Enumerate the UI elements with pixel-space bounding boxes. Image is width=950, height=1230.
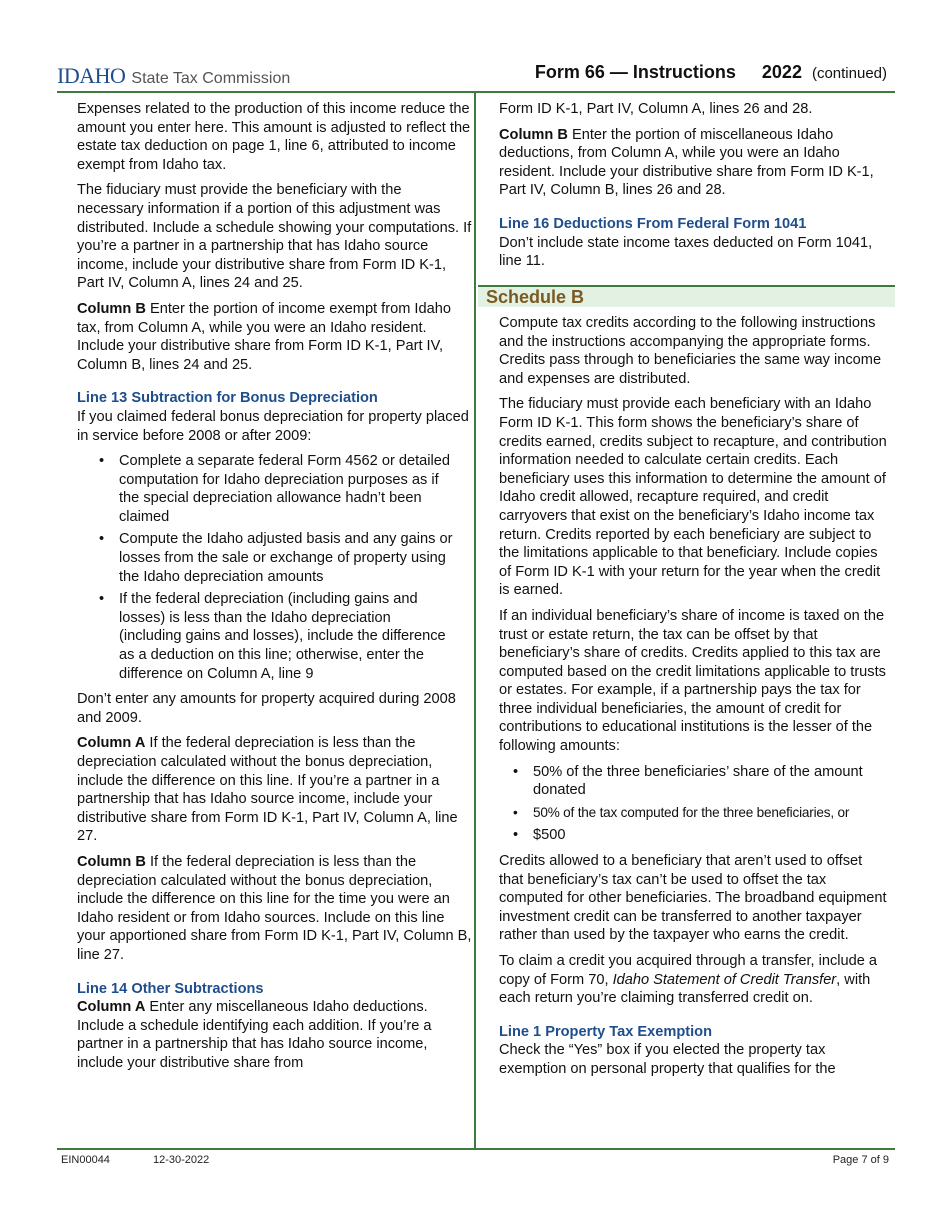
footer-date: 12-30-2022 bbox=[153, 1154, 210, 1166]
paragraph: Column A If the federal depreciation is less than the depreciation calculated without the bonus depreciation, include the difference on this line. If you’re a partner in a partnership that has Idaho source income, include your distributive share from Form ID K-1, Part IV, Column A, line 27. bbox=[77, 735, 458, 845]
right-column-top bbox=[499, 100, 889, 278]
line-13-heading: Line 13 Subtraction for Bonus Depreciation bbox=[77, 390, 378, 407]
column-label: Column B bbox=[77, 853, 146, 870]
continued-label: (continued) bbox=[811, 65, 887, 82]
paragraph: Column B Enter the portion of income exempt from Idaho tax, from Column A, while you were an Idaho resident. Include your distributive share from Form ID K-1, Part IV, Column B, lines 24 and 25. bbox=[77, 300, 451, 373]
right-column-schedule bbox=[499, 314, 889, 1086]
paragraph: Expenses related to the production of this income reduce the amount you enter here. This amount is adjusted to reflect the estate tax deduction on page 1, line 6, attributed to income exempt from Idaho tax. bbox=[77, 101, 471, 173]
paragraph: The fiduciary must provide the beneficiary with the necessary information if a portion of this adjustment was distributed. Include a schedule showing your computations. If you’re a partner in a partnership that has Idaho source income, include your distributive share from Form ID K-1, Part IV, Column A, lines 24 and 25. bbox=[77, 182, 472, 292]
left-column bbox=[77, 100, 472, 1080]
paragraph: If you claimed federal bonus depreciation for property placed in service before 2008 or after 2009: bbox=[77, 408, 469, 444]
page-header-title bbox=[535, 62, 887, 83]
agency-logo bbox=[57, 63, 290, 89]
line-16-heading: Line 16 Deductions From Federal Form 1041 bbox=[499, 215, 807, 232]
paragraph: Form ID K-1, Part IV, Column A, lines 26 and 28. bbox=[499, 101, 813, 117]
schedule-b-title: Schedule B bbox=[486, 287, 585, 307]
paragraph: Column B Enter the portion of miscellaneous Idaho deductions, from Column A, while you were an Idaho resident. Include your distributive share from Form ID K-1, Part IV, Column B, lines 26 and 28. bbox=[499, 126, 874, 199]
paragraph: Column A Enter any miscellaneous Idaho deductions. Include a schedule identifying each addition. If you’re a partner in a partnership that has Idaho source income, include your distributive share from bbox=[77, 999, 432, 1071]
paragraph: To claim a credit you acquired through a transfer, include a copy of Form 70, Idaho Statement of Credit Transfer, with each return you’re claiming transferred credit on. bbox=[499, 953, 878, 1007]
paragraph: The fiduciary must provide each beneficiary with an Idaho Form ID K-1. This form shows the beneficiary’s share of credits earned, credits subject to recapture, and contribution information needed to calculate certain credits. Each beneficiary uses this information to determine the amount of Idaho credit allowed, recapture required, and credit carryovers that exist on the beneficiary’s Idaho income tax return. Credits reported by each beneficiary are subject to the limitations applicable to that beneficiary. Include copies of Form ID K-1 with your return for the year when the credit is earned. bbox=[499, 396, 887, 599]
line-1-heading: Line 1 Property Tax Exemption bbox=[499, 1023, 713, 1040]
column-label: Column B bbox=[499, 126, 568, 143]
paragraph: Don’t include state income taxes deducted on Form 1041, line 11. bbox=[499, 234, 873, 270]
logo-wordmark: IDAHO bbox=[57, 63, 126, 88]
header-divider bbox=[57, 91, 895, 93]
paragraph: Don’t enter any amounts for property acquired during 2008 and 2009. bbox=[77, 691, 456, 726]
paragraph: Check the “Yes” box if you elected the property tax exemption on personal property that qualifies for the bbox=[499, 1042, 836, 1077]
bullet-list bbox=[77, 452, 454, 683]
list-item: • $500 bbox=[533, 826, 889, 845]
paragraph: Column B If the federal depreciation is less than the depreciation calculated without the bonus depreciation, include the difference on this line for the time you were an Idaho resident or from Idaho sources. Include on this line your apportioned share from Form ID K-1, Part IV, Column B, line 27. bbox=[77, 853, 472, 963]
line-14-heading: Line 14 Other Subtractions bbox=[77, 980, 264, 997]
paragraph: Compute tax credits according to the following instructions and the instructions accompanying the appropriate forms. Credits pass through to beneficiaries the same way income and expenses are distributed. bbox=[499, 315, 882, 387]
list-item: • Complete a separate federal Form 4562 or detailed computation for Idaho depreciation purposes as if the special depreciation allowance hadn’t been claimed bbox=[119, 452, 454, 526]
list-item: • 50% of the three beneficiaries’ share of the amount donated bbox=[533, 763, 889, 800]
list-item: • Compute the Idaho adjusted basis and any gains or losses from the sale or exchange of property using the Idaho depreciation amounts bbox=[119, 530, 454, 586]
form-title: Form 66 — Instructions bbox=[534, 62, 736, 82]
form-year: 2022 bbox=[761, 62, 802, 82]
logo-agency-name: State Tax Commission bbox=[131, 70, 291, 87]
page-number: Page 7 of 9 bbox=[832, 1154, 889, 1166]
column-divider bbox=[474, 93, 476, 1150]
column-label: Column B bbox=[77, 300, 146, 317]
footer-divider bbox=[57, 1148, 895, 1150]
list-item: • 50% of the tax computed for the three beneficiaries, or bbox=[533, 804, 889, 823]
paragraph: If an individual beneficiary’s share of income is taxed on the trust or estate return, the tax can be offset by that beneficiary’s share of credits. Credits applied to this tax are computed based on the credit limitations applicable to trusts or estates. For example, if a partnership pays the tax for three individual beneficiaries, the amount of credit for contributions to educational institutions is the lesser of the following amounts: bbox=[499, 607, 886, 755]
list-item: • If the federal depreciation (including gains and losses) is less than the Idaho depreciation (including gains and losses), include the difference as a deduction on this line; otherwise, enter the difference on Column A, line 9 bbox=[119, 590, 454, 683]
bullet-list bbox=[499, 763, 889, 845]
column-label: Column A bbox=[77, 735, 146, 752]
column-label: Column A bbox=[77, 999, 146, 1016]
paragraph: Credits allowed to a beneficiary that aren’t used to offset that beneficiary’s tax can’t be used to offset the tax computed for other beneficiaries. The broadband equipment investment credit can be transferred to another taxpayer rather than used by the taxpayer who earns the credit. bbox=[499, 853, 887, 944]
form-70-title: Idaho Statement of Credit Transfer bbox=[612, 971, 837, 988]
footer-code: EIN00044 bbox=[61, 1154, 110, 1166]
